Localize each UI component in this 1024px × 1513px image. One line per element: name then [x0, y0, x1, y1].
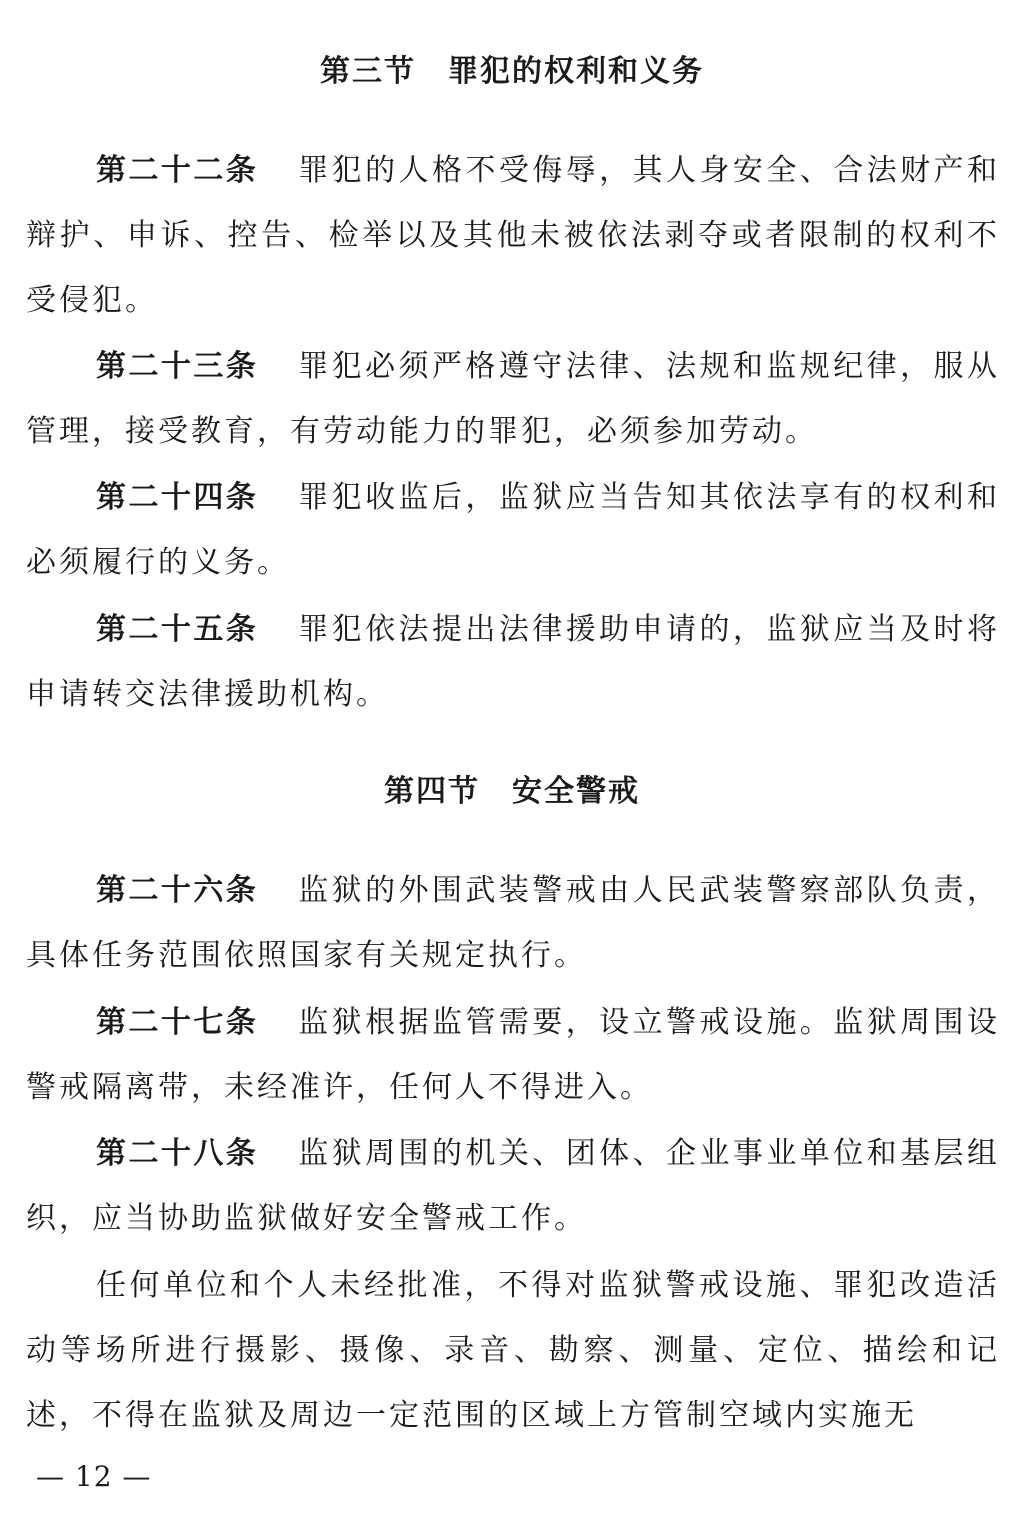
section-heading-4: 第四节 安全警戒	[384, 774, 640, 809]
article-number: 第二十六条	[96, 873, 259, 908]
article-28-continuation	[26, 1253, 1000, 1448]
article-text: 监狱的外围武装警戒由人民武装警察部队负责，具体任务范围依照国家有关规定执行。	[26, 873, 1001, 973]
article-number: 第二十八条	[96, 1136, 259, 1171]
article-text: 监狱周围的机关、团体、企业事业单位和基层组织，应当协助监狱做好安全警戒工作。	[26, 1136, 1001, 1236]
article-28	[26, 1121, 1000, 1251]
article-number: 第二十四条	[96, 480, 259, 515]
article-24	[26, 465, 1000, 595]
article-23	[26, 334, 1000, 464]
article-number: 第二十二条	[96, 153, 259, 188]
article-26	[26, 858, 1000, 988]
article-text: 罪犯依法提出法律援助申请的，监狱应当及时将申请转交法律援助机构。	[26, 612, 1001, 712]
article-number: 第二十三条	[96, 349, 259, 384]
article-text: 监狱根据监管需要，设立警戒设施。监狱周围设警戒隔离带，未经准许，任何人不得进入。	[26, 1005, 1001, 1105]
article-number: 第二十五条	[96, 612, 259, 647]
article-text: 罪犯必须严格遵守法律、法规和监规纪律，服从管理，接受教育，有劳动能力的罪犯，必须参加劳动。	[26, 349, 1001, 449]
paragraph-text: 任何单位和个人未经批准，不得对监狱警戒设施、罪犯改造活动等场所进行摄影、摄像、录音、勘察、测量、定位、描绘和记述，不得在监狱及周边一定范围的区域上方管制空域内实施无	[26, 1268, 1000, 1433]
page-number: — 12 —	[36, 1460, 152, 1493]
article-number: 第二十七条	[96, 1005, 259, 1040]
article-27	[26, 990, 1000, 1120]
article-25	[26, 597, 1000, 727]
section-heading-3: 第三节 罪犯的权利和义务	[320, 54, 704, 89]
article-text: 罪犯的人格不受侮辱，其人身安全、合法财产和辩护、申诉、控告、检举以及其他未被依法剥夺或者限制的权利不受侵犯。	[26, 153, 1001, 318]
article-22	[26, 138, 1000, 333]
article-text: 罪犯收监后，监狱应当告知其依法享有的权利和必须履行的义务。	[26, 480, 1001, 580]
